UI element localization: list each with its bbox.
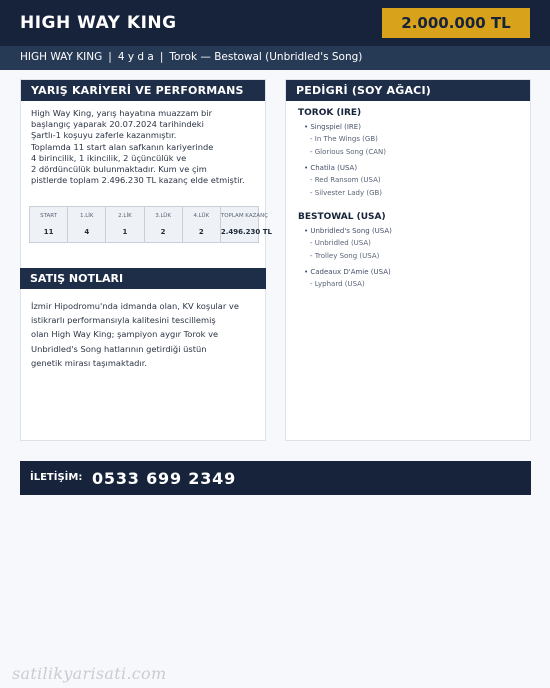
career-text [31,108,259,186]
dam-dam: • Cadeaux D'Amie (USA) [304,268,391,276]
dam-block [298,212,526,291]
pedigree-heading: PEDİGRİ (SOY AĞACI) [286,80,530,101]
dam-sire: • Unbridled's Song (USA) [304,227,392,235]
stat-label: 4.LÜK [193,213,210,219]
notes-line: olan High Way King; şampiyon aygır Torok ve [31,329,219,340]
great-grandparent: - In The Wings (GB) [310,135,378,143]
stat-starts [30,207,68,242]
contact-phone[interactable]: 0533 699 2349 [92,469,237,488]
great-grandparent: - Unbridled (USA) [310,239,371,247]
page-title: HIGH WAY KING [20,13,177,33]
career-line: başlangıç yaparak 20.07.2024 tarihindeki [31,119,204,130]
stat-value: 2 [160,228,166,236]
stat-value: 1 [122,228,128,236]
stat-total-earnings [220,207,272,242]
site-watermark: satilikyarisati.com [12,664,167,683]
great-grandparent: - Glorious Song (CAN) [310,147,387,156]
notes-line: genetik mirası taşımaktadır. [31,357,148,368]
stat-seconds [106,207,144,242]
price-badge: 2.000.000 TL [382,8,530,38]
notes-line: istikrarlı performansıyla kalitesini tescillemiş [31,315,216,326]
stat-label: TOPLAM KAZANÇ [220,213,269,219]
sales-notes-heading: SATIŞ NOTLARI [20,268,266,289]
great-grandparent: - Trolley Song (USA) [310,251,380,260]
career-line: 4 birincilik, 1 ikincilik, 2 üçüncülük ve [31,152,187,163]
sire-block [298,108,526,199]
stats-table [29,206,272,243]
top-bar [0,0,550,46]
stat-value: 4 [84,228,90,236]
pedigree-card [285,79,531,441]
career-heading: YARIŞ KARİYERİ VE PERFORMANS [21,80,265,101]
sire-name: TOROK (IRE) [298,108,362,118]
grandsire: • Singspiel (IRE) [304,123,361,131]
horse-parents: Torok — Bestowal (Unbridled's Song) [169,51,363,63]
contact-label: İLETİŞİM: [30,472,83,483]
dam-name: BESTOWAL (USA) [298,212,386,222]
stat-label: START [40,213,58,219]
career-line: pistlerde toplam 2.496.230 TL kazanç elde etmiştir. [31,175,245,186]
stat-label: 2.LİK [118,213,132,219]
stat-value: 2 [198,228,204,236]
career-line: High Way King, yarış hayatına muazzam bir [31,108,213,118]
stat-label: 3.LÜK [155,213,171,219]
horse-name: HIGH WAY KING [20,51,103,63]
contact-bar [20,461,531,495]
career-line: 2 dördüncülük bulunmaktadır. Kum ve çim [31,164,207,175]
sub-header [0,46,550,70]
notes-line: İzmir Hipodromu'nda idmanda olan, KV koşular ve [31,301,239,311]
career-card [20,79,272,441]
pedigree-tree [298,108,526,295]
stat-thirds [145,207,183,242]
horse-summary-line: HIGH WAY KING | 4 y d a | Torok — Bestowal (Unbridled's Song) [20,51,363,63]
great-grandparent: - Red Ransom (USA) [310,176,381,184]
stat-firsts [68,207,106,242]
horse-age: 4 y d a [117,51,154,63]
stat-value: 2.496.230 TL [220,228,272,236]
career-line: Şartlı-1 koşuyu zaferle kazanmıştır. [31,130,177,141]
sales-notes-text [31,299,251,370]
great-grandparent: - Lyphard (USA) [310,280,365,288]
granddam: • Chatila (USA) [304,164,358,172]
stat-fourths [183,207,221,242]
career-line: Toplamda 11 start alan safkanın kariyerinde [31,141,214,152]
great-grandparent: - Silvester Lady (GB) [310,188,383,197]
stat-value: 11 [43,228,54,236]
stat-label: 1.LİK [79,213,94,219]
notes-line: Unbridled's Song hatlarının getirdiği üstün [31,343,207,354]
